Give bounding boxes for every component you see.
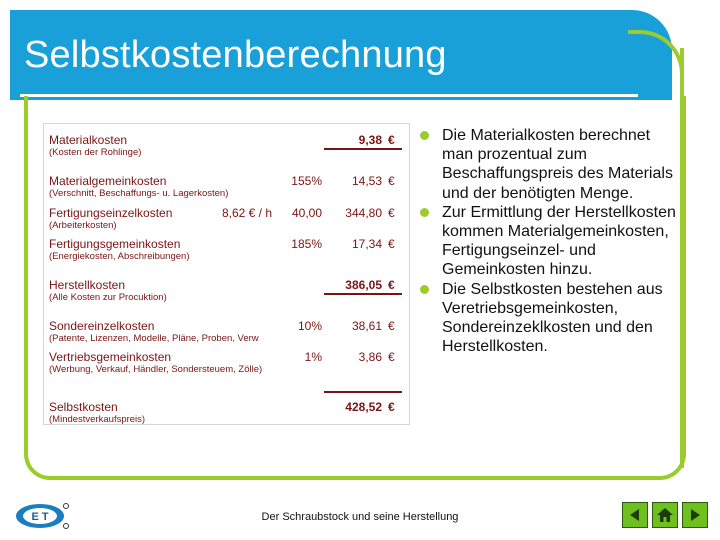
house-icon [656,506,674,524]
row-label: Materialkosten [49,133,128,147]
bullet-text: Die Selbstkosten bestehen aus Veretriebsgemeinkosten, Sondereinzeklkosten und den Herstellkosten. [442,280,663,356]
row-rate: 8,62 € / h [221,206,272,220]
row-currency: € [388,133,395,147]
row-label: Vertriebsgemeinkosten [49,350,172,364]
row-value: 14,53 [351,174,382,188]
row-description: (Arbeiterkosten) [49,220,117,231]
row-value: 386,05 [345,278,382,292]
row-description: (Patente, Lizenzen, Modelle, Pläne, Proben, Verw [49,333,259,344]
sum-rule [324,293,402,295]
row-label: Fertigungseinzelkosten [49,206,173,220]
bullet-text: Die Materialkosten berechnet man prozentual zum Beschaffungspreis des Materials und der benötigten Menge. [442,127,673,202]
prev-slide-button[interactable] [622,502,648,528]
cost-table [43,123,410,425]
bullet-dot-icon [420,285,429,294]
row-currency: € [388,174,395,188]
bullet-item [418,203,680,280]
frame-corner [628,30,684,90]
row-description: (Mindestverkaufspreis) [49,414,146,425]
row-value: 38,61 [351,319,382,333]
row-percent: 155% [291,174,322,188]
logo-text: E T [31,511,49,523]
row-value: 17,34 [351,237,382,251]
row-percent: 1% [304,350,322,364]
row-label: Materialgemeinkosten [49,174,167,188]
row-currency: € [388,350,395,364]
bullet-dot-icon [420,208,429,217]
row-percent: 185% [291,237,322,251]
footer-text: Der Schraubstock und seine Herstellung [261,511,459,523]
bullet-list [418,126,680,356]
triangle-left-icon [627,507,643,523]
row-description: (Werbung, Verkauf, Händler, Sondersteuem, Zölle) [49,364,263,375]
row-value: 344,80 [345,206,382,220]
bullet-text: Zur Ermittlung der Herstellkosten kommen Materialgemeinkosten, Fertigungseinzel- und Gemeinkosten hinzu. [442,203,676,279]
bullet-dot-icon [420,131,429,140]
row-currency: € [388,400,395,414]
home-button[interactable] [652,502,678,528]
bullet-item [418,280,680,357]
row-value: 9,38 [358,133,382,147]
row-percent: 40,00 [291,206,322,220]
row-percent: 10% [297,319,322,333]
row-description: (Alle Kosten zur Procuktion) [49,292,167,303]
row-label: Fertigungsgemeinkosten [49,237,181,251]
row-description: (Kosten der Rohlinge) [49,147,142,158]
sum-rule [324,391,402,393]
row-currency: € [388,206,395,220]
title-banner [10,10,672,100]
row-description: (Verschnitt, Beschaffungs- u. Lagerkosten) [49,188,229,199]
row-value: 428,52 [345,400,382,414]
row-label: Selbstkosten [49,400,118,414]
row-currency: € [388,237,395,251]
row-label: Herstellkosten [49,278,126,292]
triangle-right-icon [687,507,703,523]
row-currency: € [388,319,395,333]
slide-title: Selbstkostenberechnung [24,34,447,76]
row-value: 3,86 [358,350,382,364]
next-slide-button[interactable] [682,502,708,528]
row-description: (Energiekosten, Abschreibungen) [49,251,190,262]
bullet-item [418,126,680,203]
row-currency: € [388,278,395,292]
row-label: Sondereinzelkosten [49,319,155,333]
sum-rule [324,148,402,150]
